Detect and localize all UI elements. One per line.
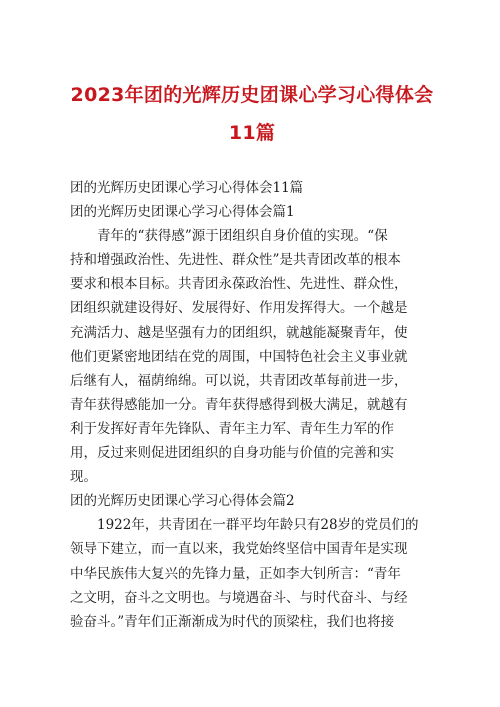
paragraph-line: 青年的“获得感”源于团组织自身价值的实现。“保 [97,228,388,245]
paragraph-line: 他们更紧密地团结在党的周围，中国特色社会主义事业就 [70,348,408,365]
paragraph-line: 利于发挥好青年先锋队、青年主力军、青年生力军的作 [70,420,394,437]
paragraph-line: 1922年，共青团在一群平均年龄只有28岁的党员们的 [97,517,419,534]
paragraph-line: 后继有人，福荫绵绵。可以说，共青团改革每前进一步， [70,372,408,389]
paragraph-line: 团组织就建设得好、发展得好、作用发挥得大。一个越是 [70,300,408,317]
title-line-2: 11篇 [228,122,276,144]
paragraph-line: 领导下建立，而一直以来，我党始终坚信中国青年是实现 [70,541,408,558]
document-subtitle: 团的光辉历史团课心学习心得体会11篇 [70,180,304,196]
paragraph-line: 青年获得感能加一分。青年获得感得到极大满足，就越有 [70,396,408,413]
paragraph-line: 中华民族伟大复兴的先锋力量，正如李大钊所言：“青年 [70,565,401,582]
paragraph-line: 现。 [70,469,97,486]
section-2-paragraph [70,513,434,633]
paragraph-line: 验奋斗。”青年们正渐渐成为时代的顶梁柱，我们也将接 [70,613,395,630]
document-title [70,76,434,152]
paragraph-line: 充满活力、越是坚强有力的团组织，就越能凝聚青年，使 [70,324,408,341]
title-line-1: 2023年团的光辉历史团课心学习心得体会 [70,84,434,106]
paragraph-line: 要求和根本目标。共青团永葆政治性、先进性、群众性， [70,276,408,293]
paragraph-line: 之文明，奋斗之文明也。与境遇奋斗、与时代奋斗、与经 [70,589,408,606]
document-body [70,176,434,634]
paragraph-line: 用，反过来则促进团组织的自身功能与价值的完善和实 [70,445,394,462]
paragraph-line: 持和增强政治性、先进性、群众性”是共青团改革的根本 [70,252,401,269]
section-1-heading: 团的光辉历史团课心学习心得体会篇1 [70,204,295,221]
section-2-heading: 团的光辉历史团课心学习心得体会篇2 [70,493,295,510]
section-1-paragraph [70,224,434,489]
